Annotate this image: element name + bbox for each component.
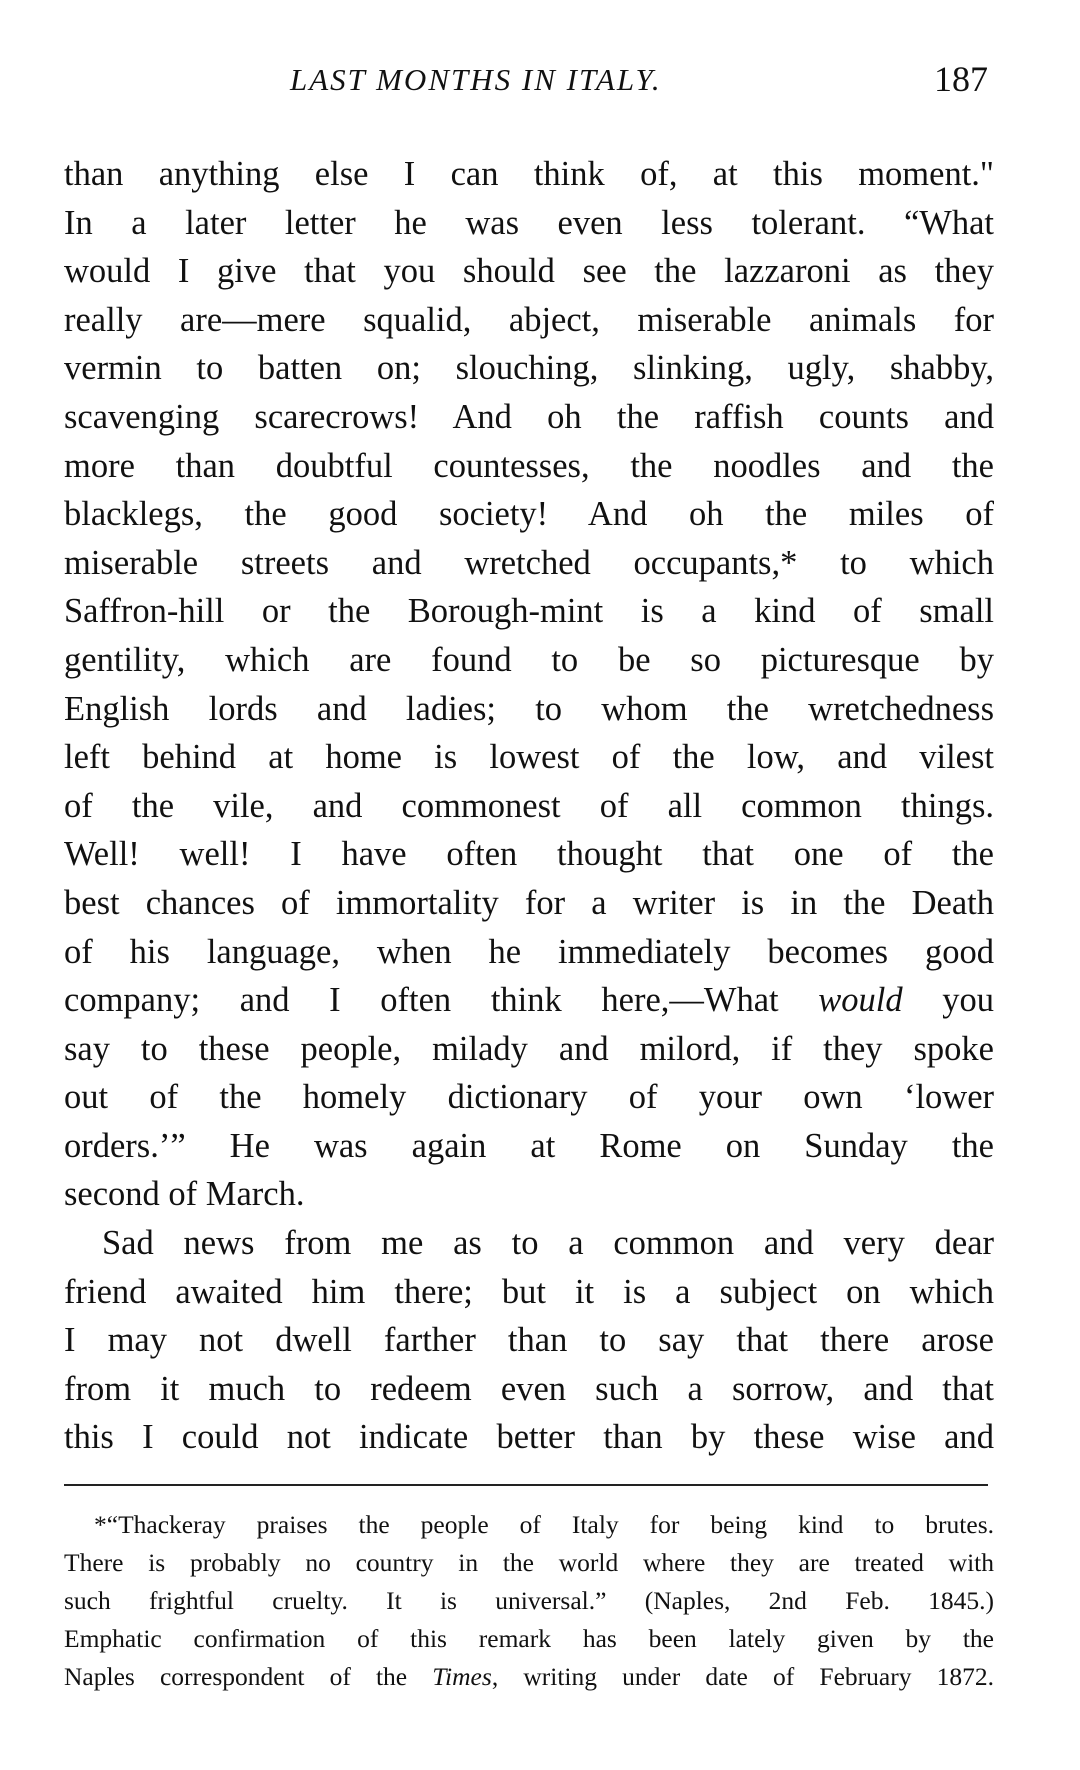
page-header [0,59,1080,122]
text-line: this I could not indicate better than by these wise and [64,1418,994,1457]
text-line: second of March. [64,1175,305,1214]
text-line: Well! well! I have often thought that one of the [64,835,994,874]
text-line: I may not dwell farther than to say that there arose [64,1321,994,1360]
text-line: blacklegs, the good society! And oh the miles of [64,495,994,534]
text-line: of the vile, and commonest of all common things. [64,786,994,825]
text-line: In a later letter he was even less tolerant. “What [64,203,994,242]
text-line: gentility, which are found to be so picturesque by [64,640,994,679]
footnote-text: Naples correspondent of the [64,1662,408,1691]
text-line: best chances of immortality for a writer is in the Death [64,883,994,922]
text-line: vermin to batten on; slouching, slinking, ugly, shabby, [64,349,994,388]
text-line: English lords and ladies; to whom the wretchedness [64,689,994,728]
text-line: say to these people, milady and milord, if they spoke [64,1029,994,1068]
text-line: scavenging scarecrows! And oh the raffish counts and [64,397,994,436]
text-line: from it much to redeem even such a sorrow, and that [64,1369,994,1408]
text-line: than anything else I can think of, at this moment." [64,155,994,193]
footnote-text-end: , writing under date of February 1872. [491,1662,994,1691]
footnote-divider [64,1484,988,1486]
text-line: friend awaited him there; but it is a subject on which [64,1272,994,1311]
footnote [64,1506,994,1696]
italic-newspaper-title: Times [432,1662,492,1691]
italic-word: would [818,981,903,1020]
text-line: really are—mere squalid, abject, miserable animals for [64,300,994,339]
text-line: out of the homely dictionary of your own ‘lower [64,1078,994,1117]
line-text-end: you [942,981,995,1020]
line-text: company; and I often think here,—What [64,981,779,1020]
footnote-line: *“Thackeray praises the people of Italy for being kind to brutes. [94,1510,994,1539]
text-line: left behind at home is lowest of the low, and vilest [64,738,994,777]
body-text [64,150,994,1462]
text-line: more than doubtful countesses, the noodles and the [64,446,994,485]
text-line: of his language, when he immediately becomes good [64,932,994,971]
running-title: LAST MONTHS IN ITALY. [290,62,662,97]
footnote-line: There is probably no country in the world where they are treated with [64,1548,994,1577]
text-line: would I give that you should see the lazzaroni as they [64,252,994,291]
footnote-line: Emphatic confirmation of this remark has been lately given by the [64,1624,994,1653]
page-number: 187 [934,59,988,99]
footnote-line-with-italic [64,1658,994,1696]
text-line-with-italic [64,976,994,1025]
text-line: miserable streets and wretched occupants,* to which [64,543,994,582]
text-line: Saffron-hill or the Borough-mint is a kind of small [64,592,994,631]
footnote-line: such frightful cruelty. It is universal.” (Naples, 2nd Feb. 1845.) [64,1586,994,1615]
paragraph-start-line: Sad news from me as to a common and very dear [102,1224,994,1263]
text-line: orders.’” He was again at Rome on Sunday the [64,1126,994,1165]
